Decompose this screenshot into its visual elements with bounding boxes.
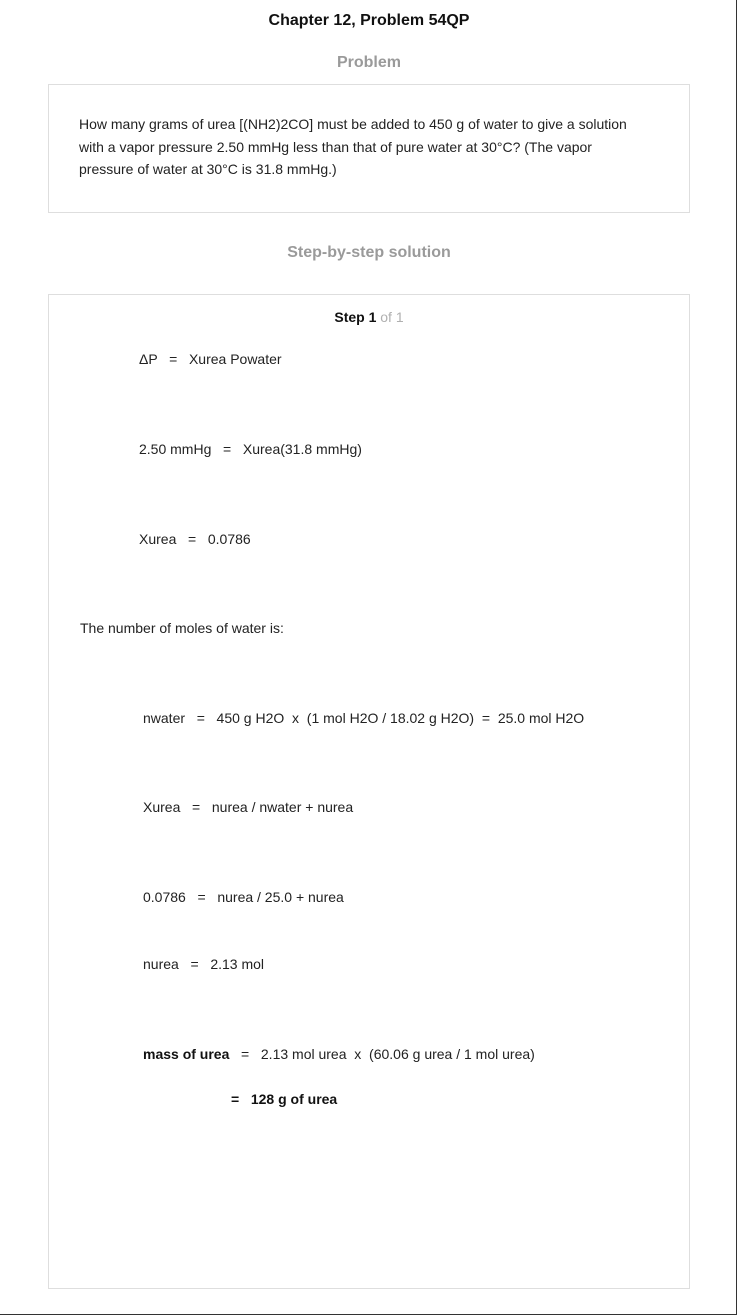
equation-vapor-pressure: 2.50 mmHg = Xurea(31.8 mmHg)	[139, 441, 362, 457]
solution-box	[48, 294, 690, 1289]
equation-delta-p: ΔP = Xurea Powater	[139, 351, 282, 367]
problem-text	[79, 113, 649, 181]
equation-xurea-definition: Xurea = nurea / nwater + nurea	[143, 799, 354, 815]
mass-of-urea-label: mass of urea	[143, 1046, 230, 1062]
page-title: Chapter 12, Problem 54QP	[268, 12, 470, 29]
solution-heading: Step-by-step solution	[287, 244, 451, 261]
moles-of-water-intro: The number of moles of water is:	[80, 620, 284, 636]
equation-n-urea: nurea = 2.13 mol	[143, 956, 265, 972]
step-number: Step 1	[334, 309, 377, 325]
mass-of-urea-expression: = 2.13 mol urea x (60.06 g urea / 1 mol urea)	[229, 1046, 535, 1062]
equation-xurea-value: Xurea = 0.0786	[139, 531, 251, 547]
step-label	[49, 309, 689, 325]
problem-text-line: with a vapor pressure 2.50 mmHg less than that of pure water at 30°C? (The vapor	[79, 138, 592, 155]
problem-heading: Problem	[336, 54, 401, 71]
equation-xurea-substituted: 0.0786 = nurea / 25.0 + nurea	[143, 889, 344, 905]
equation-mass-of-urea	[143, 1046, 535, 1062]
step-total: of 1	[376, 309, 404, 325]
equation-n-water: nwater = 450 g H2O x (1 mol H2O / 18.02 g H2O) = 25.0 mol H2O	[143, 710, 585, 726]
problem-text-line: pressure of water at 30°C is 31.8 mmHg.)	[79, 161, 337, 177]
problem-text-line: How many grams of urea [(NH2)2CO] must be added to 450 g of water to give a solution	[79, 116, 627, 132]
final-answer: = 128 g of urea	[231, 1091, 338, 1107]
problem-box	[48, 84, 690, 213]
